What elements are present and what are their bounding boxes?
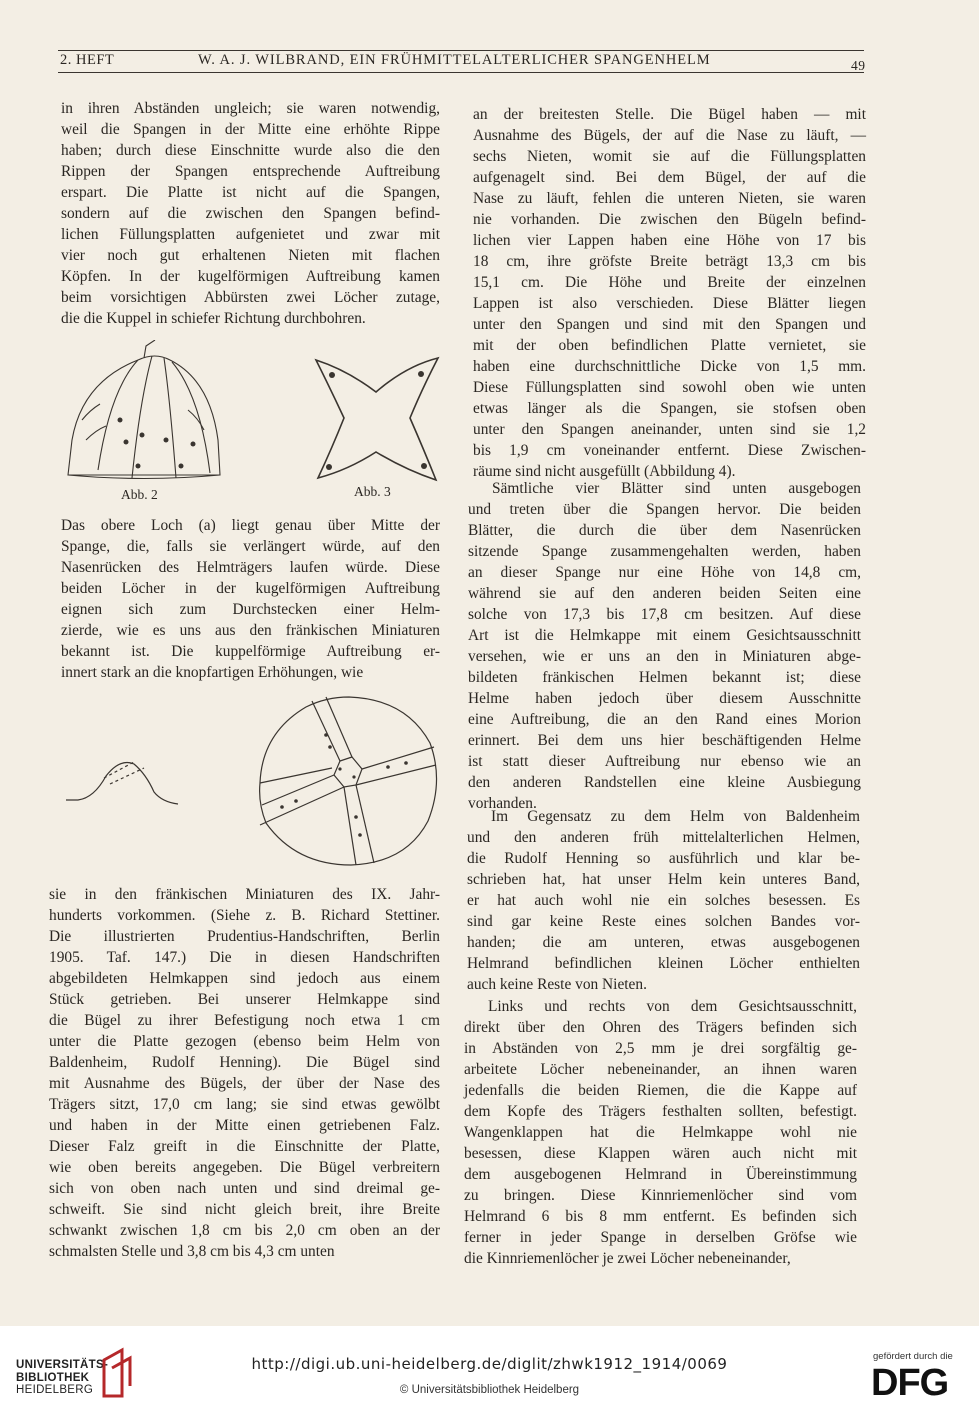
text-line: ist statt dieser Auftreibung nur ebenso wie an: [468, 753, 861, 770]
text-line: wie oben bereits angegeben. Die Bügel verbreitern: [49, 1159, 440, 1176]
text-line: sondern auf die zwischen den Spangen befind-: [61, 205, 440, 222]
text-line: zierde, wie es uns aus den fränkischen Miniaturen: [61, 622, 440, 639]
text-line: haben eine durchschnittliche Dicke von 1,5 mm.: [473, 358, 866, 375]
caption-abb2: Abb. 2: [121, 487, 158, 502]
page-number: 49: [851, 58, 866, 73]
text-line: Blätter, die durch die über dem Nasenrücken: [468, 522, 861, 539]
text-line: nie vorhanden. Die zwischen den Bügeln befind-: [473, 211, 866, 228]
text-line: haben; durch diese Einschnitte wurde also die den: [61, 142, 440, 159]
text-line: jedenfalls die beiden Riemen, die die Kappe auf: [464, 1082, 857, 1099]
text-line: die Bügel zu ihrer Befestigung noch etwa 1 cm: [49, 1012, 440, 1029]
text-line: versehen, wie er uns an den in Miniaturen abge-: [468, 648, 861, 665]
text-line: auch keine Reste von Nieten.: [467, 976, 647, 993]
text-line: Diese Füllungsplatten sind sowohl oben wie unten: [473, 379, 866, 396]
text-line: und haben in der Mitte einen getriebenen Falz.: [49, 1117, 440, 1134]
figure-abb4-helmet-top-view: [256, 693, 442, 871]
text-line: räume sind nicht ausgefüllt (Abbildung 4).: [473, 463, 736, 480]
text-line: die Rudolf Henning so ausführlich und klar be-: [467, 850, 860, 867]
issue-label: 2. HEFT: [60, 52, 115, 68]
text-line: Dieser Falz greift in die Einschnitte der Platte,: [49, 1138, 440, 1155]
text-line: dem Kopfe des Trägers festhalten sollten, befestigt.: [464, 1103, 857, 1120]
text-line: die die Kuppel in schiefer Richtung durchbohren.: [61, 310, 366, 327]
text-line: Die illustrierten Prudentius-Handschriften, Berlin: [49, 928, 440, 945]
text-line: an der breitesten Stelle. Die Bügel haben — mit: [473, 106, 866, 123]
text-line: ferner in jeder Spange in derselben Gröfse wie: [464, 1229, 857, 1246]
text-line: Wangenklappen hat die Helmkappe wohl nie: [464, 1124, 857, 1141]
text-line: schweift. Sie sind nicht gleich breit, ihre Breite: [49, 1201, 440, 1218]
text-line: Sämtliche vier Blätter sind unten ausgebogen: [492, 480, 861, 497]
text-line: den anderen Randstellen eine kleine Ausbiegung: [468, 774, 861, 791]
right-column-paragraph-2: [468, 478, 861, 814]
text-line: 1905. Taf. 147.) Die in diesen Handschriften: [49, 949, 440, 966]
permalink-url[interactable]: http://digi.ub.uni-heidelberg.de/diglit/zhwk1912_1914/0069: [251, 1355, 728, 1373]
text-line: Stück getrieben. Bei unserer Helmkappe sind: [49, 991, 440, 1008]
text-line: 15,1 cm. Die Höhe und Breite der einzelnen: [473, 274, 866, 291]
dfg-logo: DFG: [871, 1362, 949, 1404]
text-line: bis 1,9 cm voneinander entfernt. Diese Zwischen-: [473, 442, 866, 459]
text-line: dem ausgebogenen Helmrand in Übereinstimmung: [464, 1166, 857, 1183]
figure-abb2-helmet-side: [60, 340, 240, 485]
text-line: Rippen der Spangen entsprechende Auftreibung: [61, 163, 440, 180]
text-line: unter den Spangen und sind mit den Spangen und: [473, 316, 866, 333]
text-line: die Kinnriemenlöcher je zwei Löcher nebeneinander,: [464, 1250, 791, 1267]
text-line: vorhanden.: [468, 795, 537, 812]
text-line: er hat auch wohl nie ein solches besessen. Es: [467, 892, 860, 909]
figure-abb4-profile: [64, 748, 184, 808]
text-line: Baldenheim, Rudolf Henning). Die Bügel sind: [49, 1054, 440, 1071]
text-line: innert stark an die knopfartigen Erhöhungen, wie: [61, 664, 364, 681]
text-line: und den anderen früh mittelalterlichen Helmen,: [467, 829, 860, 846]
text-line: sie in den fränkischen Miniaturen des IX. Jahr-: [49, 886, 440, 903]
figure-abb3-top-plate: [310, 352, 444, 486]
text-line: Trägers sitzt, 17,0 cm lang; sie sind etwas gewölbt: [49, 1096, 440, 1113]
text-line: an dieser Spange nur eine Höhe von 14,8 cm,: [468, 564, 861, 581]
text-line: aufgenagelt sind. Bei dem Bügel, der auf die: [473, 169, 866, 186]
text-line: Das obere Loch (a) liegt genau über Mitte der: [61, 517, 440, 534]
text-line: eine Auftreibung, die an den Rand eines Morion: [468, 711, 861, 728]
text-line: vier noch gut erhaltenen Nieten mit flachen: [61, 247, 440, 264]
library-name-line-2: BIBLIOTHEK: [16, 1371, 90, 1384]
left-column-bottom-text: [49, 884, 440, 1262]
text-line: Nasenrücken des Helmträgers laufen würde. Diese: [61, 559, 440, 576]
library-name-line-1: UNIVERSITÄTS-: [16, 1359, 109, 1371]
text-line: solche von 17,3 bis 17,8 cm besitzen. Auf diese: [468, 606, 861, 623]
right-column-paragraph-3: [467, 806, 860, 995]
text-line: eignen sich zum Durchstecken einer Helm-: [61, 601, 440, 618]
text-line: lichen Füllungsplatten aufgenietet und zwar mit: [61, 226, 440, 243]
text-line: Im Gegensatz zu dem Helm von Baldenheim: [491, 808, 860, 825]
caption-abb3: Abb. 3: [354, 484, 391, 499]
text-line: Art ist die Helmkappe mit einem Gesichtsausschnitt: [468, 627, 861, 644]
text-line: bildeten fränkischen Helmen bekannt ist; diese: [468, 669, 861, 686]
header-rule-top: [58, 50, 864, 51]
text-line: und treten über die Spangen hervor. Die beiden: [468, 501, 861, 518]
text-line: sechs Nieten, womit sie auf die Füllungsplatten: [473, 148, 866, 165]
text-line: Köpfen. In der kugelförmigen Auftreibung kamen: [61, 268, 440, 285]
text-line: Ausnahme des Bügels, der auf die Nase zu läuft, —: [473, 127, 866, 144]
library-name-line-3: HEIDELBERG: [16, 1384, 94, 1396]
text-line: besessen, diese Klappen wären auch nicht mit: [464, 1145, 857, 1162]
text-line: sind gar keine Reste eines solchen Bandes vor-: [467, 913, 860, 930]
header-rule-bottom: [58, 72, 864, 73]
text-line: direkt über den Ohren des Trägers befinden sich: [464, 1019, 857, 1036]
text-line: Helmrand befindlichen kleinen Löcher enthielten: [467, 955, 860, 972]
text-line: schwankt zwischen 1,8 cm bis 2,0 cm oben an der: [49, 1222, 440, 1239]
text-line: 18 cm, ihre gröfste Breite beträgt 13,3 cm bis: [473, 253, 866, 270]
text-line: schmalsten Stelle und 3,8 cm bis 4,3 cm unten: [49, 1243, 335, 1260]
text-line: lichen vier Lappen haben eine Höhe von 17 bis: [473, 232, 866, 249]
text-line: handen; die am unteren, etwas ausgebogenen: [467, 934, 860, 951]
text-line: weil die Spangen in der Mitte eine erhöhte Rippe: [61, 121, 440, 138]
text-line: Links und rechts von dem Gesichtsausschnitt,: [488, 998, 857, 1015]
text-line: schrieben hat, hat unser Helm kein unteres Band,: [467, 871, 860, 888]
copyright-notice: © Universitätsbibliothek Heidelberg: [399, 1384, 580, 1396]
left-column-middle-text: [61, 515, 440, 683]
text-line: beim vorsichtigen Abbürsten zwei Löcher zutage,: [61, 289, 440, 306]
right-column-paragraph-4: [464, 996, 857, 1269]
text-line: in ihren Abständen ungleich; sie waren notwendig,: [61, 100, 440, 117]
text-line: etwas länger als die Spangen, sie stofsen oben: [473, 400, 866, 417]
right-column-paragraph-1: [473, 104, 866, 482]
text-line: sich von oben nach unten und sind dreimal ge-: [49, 1180, 440, 1197]
text-line: erinnert. Bei dem uns hier beschäftigenden Helme: [468, 732, 861, 749]
text-line: abgebildeten Helmkappen sind jedoch aus einem: [49, 970, 440, 987]
text-line: Spange, die, falls sie verlängert würde, auf den: [61, 538, 440, 555]
text-line: bekannt ist. Die kuppelförmige Auftreibung er-: [61, 643, 440, 660]
running-title: W. A. J. WILBRAND, EIN FRÜHMITTELALTERLICHER SPANGENHELM: [198, 52, 711, 68]
text-line: arbeitete Löcher nebeneinander, an ihnen waren: [464, 1061, 857, 1078]
text-line: Lappen ist also verschieden. Diese Blätter liegen: [473, 295, 866, 312]
text-line: sitzende Spange zusammengehalten werden, haben: [468, 543, 861, 560]
text-line: Helme haben jedoch über diesem Ausschnitte: [468, 690, 861, 707]
text-line: Helmrand 6 bis 8 mm entfernt. Es befinden sich: [464, 1208, 857, 1225]
text-line: unter den Spangen aneinander, unten sind sie 1,2: [473, 421, 866, 438]
text-line: hunderts vorkommen. (Siehe z. B. Richard Stettiner.: [49, 907, 440, 924]
left-column-top-text: [61, 98, 440, 329]
text-line: Nase zu läuft, fehlen die unteren Nieten, sie waren: [473, 190, 866, 207]
text-line: mit Ausnahme des Bügels, der über der Nase des: [49, 1075, 440, 1092]
text-line: mit der oben befindlichen Platte vernietet, sie: [473, 337, 866, 354]
text-line: erspart. Die Platte ist nicht auf die Spangen,: [61, 184, 440, 201]
text-line: unter die Platte gezogen (ebenso beim Helm von: [49, 1033, 440, 1050]
text-line: beiden Löcher in der kugelförmigen Auftreibung: [61, 580, 440, 597]
funding-note: gefördert durch die: [873, 1351, 953, 1362]
text-line: in Abständen von 2,5 mm je drei sorgfältig ge-: [464, 1040, 857, 1057]
text-line: während sie auf den anderen beiden Seiten eine: [468, 585, 861, 602]
text-line: zu bringen. Diese Kinnriemenlöcher sind vom: [464, 1187, 857, 1204]
